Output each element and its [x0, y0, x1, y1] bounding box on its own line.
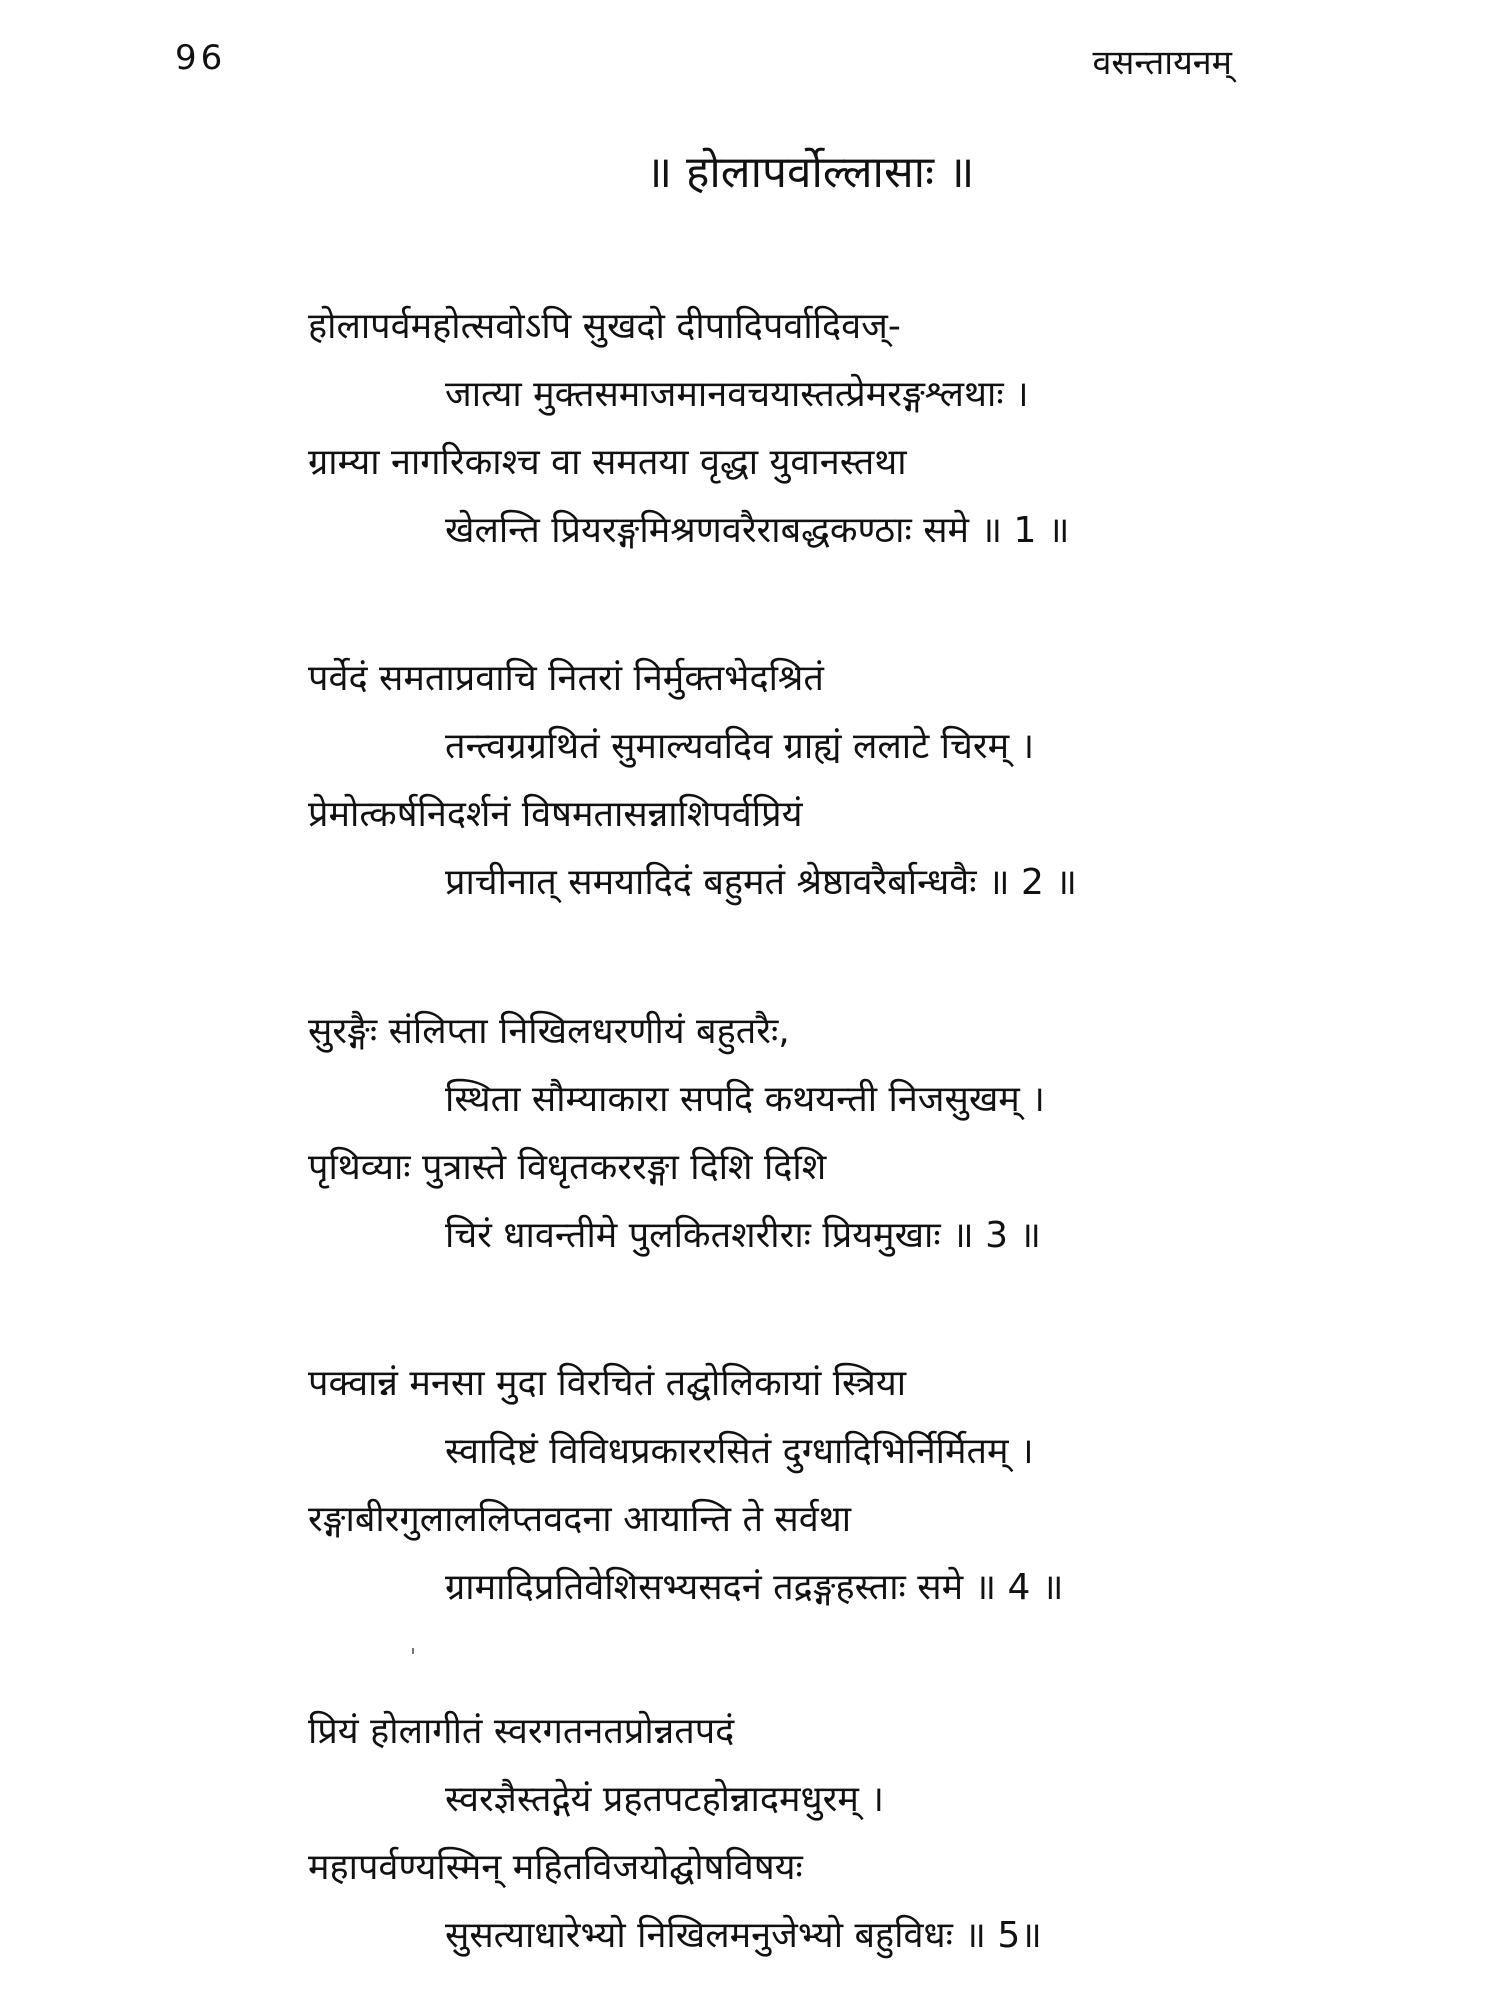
verse-line: प्रियं होलागीतं स्वरगतनतप्रोन्नतपदं: [308, 1711, 735, 1752]
verse-line: पृथिव्याः पुत्रास्ते विधृतकररङ्गा दिशि दिशि: [308, 1147, 827, 1188]
verse-line: सुसत्याधारेभ्यो निखिलमनुजेभ्यो बहुविधः ॥ 5॥: [445, 1915, 1042, 1956]
verse-line: स्वरज्ञैस्तद्गेयं प्रहतपटहोन्नादमधुरम् ।: [445, 1779, 884, 1820]
verse-line: स्थिता सौम्याकारा सपदि कथयन्ती निजसुखम् ।: [445, 1079, 1045, 1120]
section-title: ॥ होलापर्वोल्लासाः ॥: [645, 147, 975, 198]
verse-line: ग्राम्या नागरिकाश्च वा समतया वृद्धा युवानस्तथा: [308, 442, 907, 483]
verse-line: ग्रामादिप्रतिवेशिसभ्यसदनं तद्रङ्गहस्ताः समे ॥ 4 ॥: [445, 1567, 1064, 1608]
verse-line: रङ्गाबीरगुलाललिप्तवदना आयान्ति ते सर्वथा: [308, 1499, 852, 1540]
verse-line: स्वादिष्टं विविधप्रकाररसितं दुग्धादिभिर्निर्मितम् ।: [445, 1431, 1034, 1472]
scan-mark: [412, 1648, 414, 1654]
running-head: वसन्तायनम्: [1092, 43, 1232, 83]
page-number: 96: [175, 38, 227, 78]
verse-line: पर्वेदं समताप्रवाचि नितरां निर्मुक्तभेदश्रितं: [308, 658, 824, 699]
verse-line: प्राचीनात् समयादिदं बहुमतं श्रेष्ठावरैर्बान्धवैः ॥ 2 ॥: [445, 862, 1077, 903]
verse-line: सुरङ्गैः संलिप्ता निखिलधरणीयं बहुतरैः,: [308, 1011, 790, 1052]
verse-line: महापर्वण्यस्मिन् महितविजयोद्घोषविषयः: [308, 1847, 803, 1888]
verse-line: जात्या मुक्तसमाजमानवचयास्तत्प्रेमरङ्गश्लथाः ।: [445, 374, 1029, 415]
verse-line: तन्त्वग्रग्रथितं सुमाल्यवदिव ग्राह्यं ललाटे चिरम् ।: [445, 726, 1035, 767]
verse-line: पक्वान्नं मनसा मुदा विरचितं तद्घोलिकायां स्त्रिया: [308, 1363, 907, 1404]
verse-line: खेलन्ति प्रियरङ्गमिश्रणवरैराबद्धकण्ठाः समे ॥ 1 ॥: [445, 510, 1070, 551]
verse-line: चिरं धावन्तीमे पुलकितशरीराः प्रियमुखाः ॥ 3 ॥: [445, 1215, 1041, 1256]
verse-line: होलापर्वमहोत्सवोऽपि सुखदो दीपादिपर्वादिवज्-: [308, 306, 901, 347]
verse-line: प्रेमोत्कर्षनिदर्शनं विषमतासन्नाशिपर्वप्रियं: [308, 794, 803, 835]
